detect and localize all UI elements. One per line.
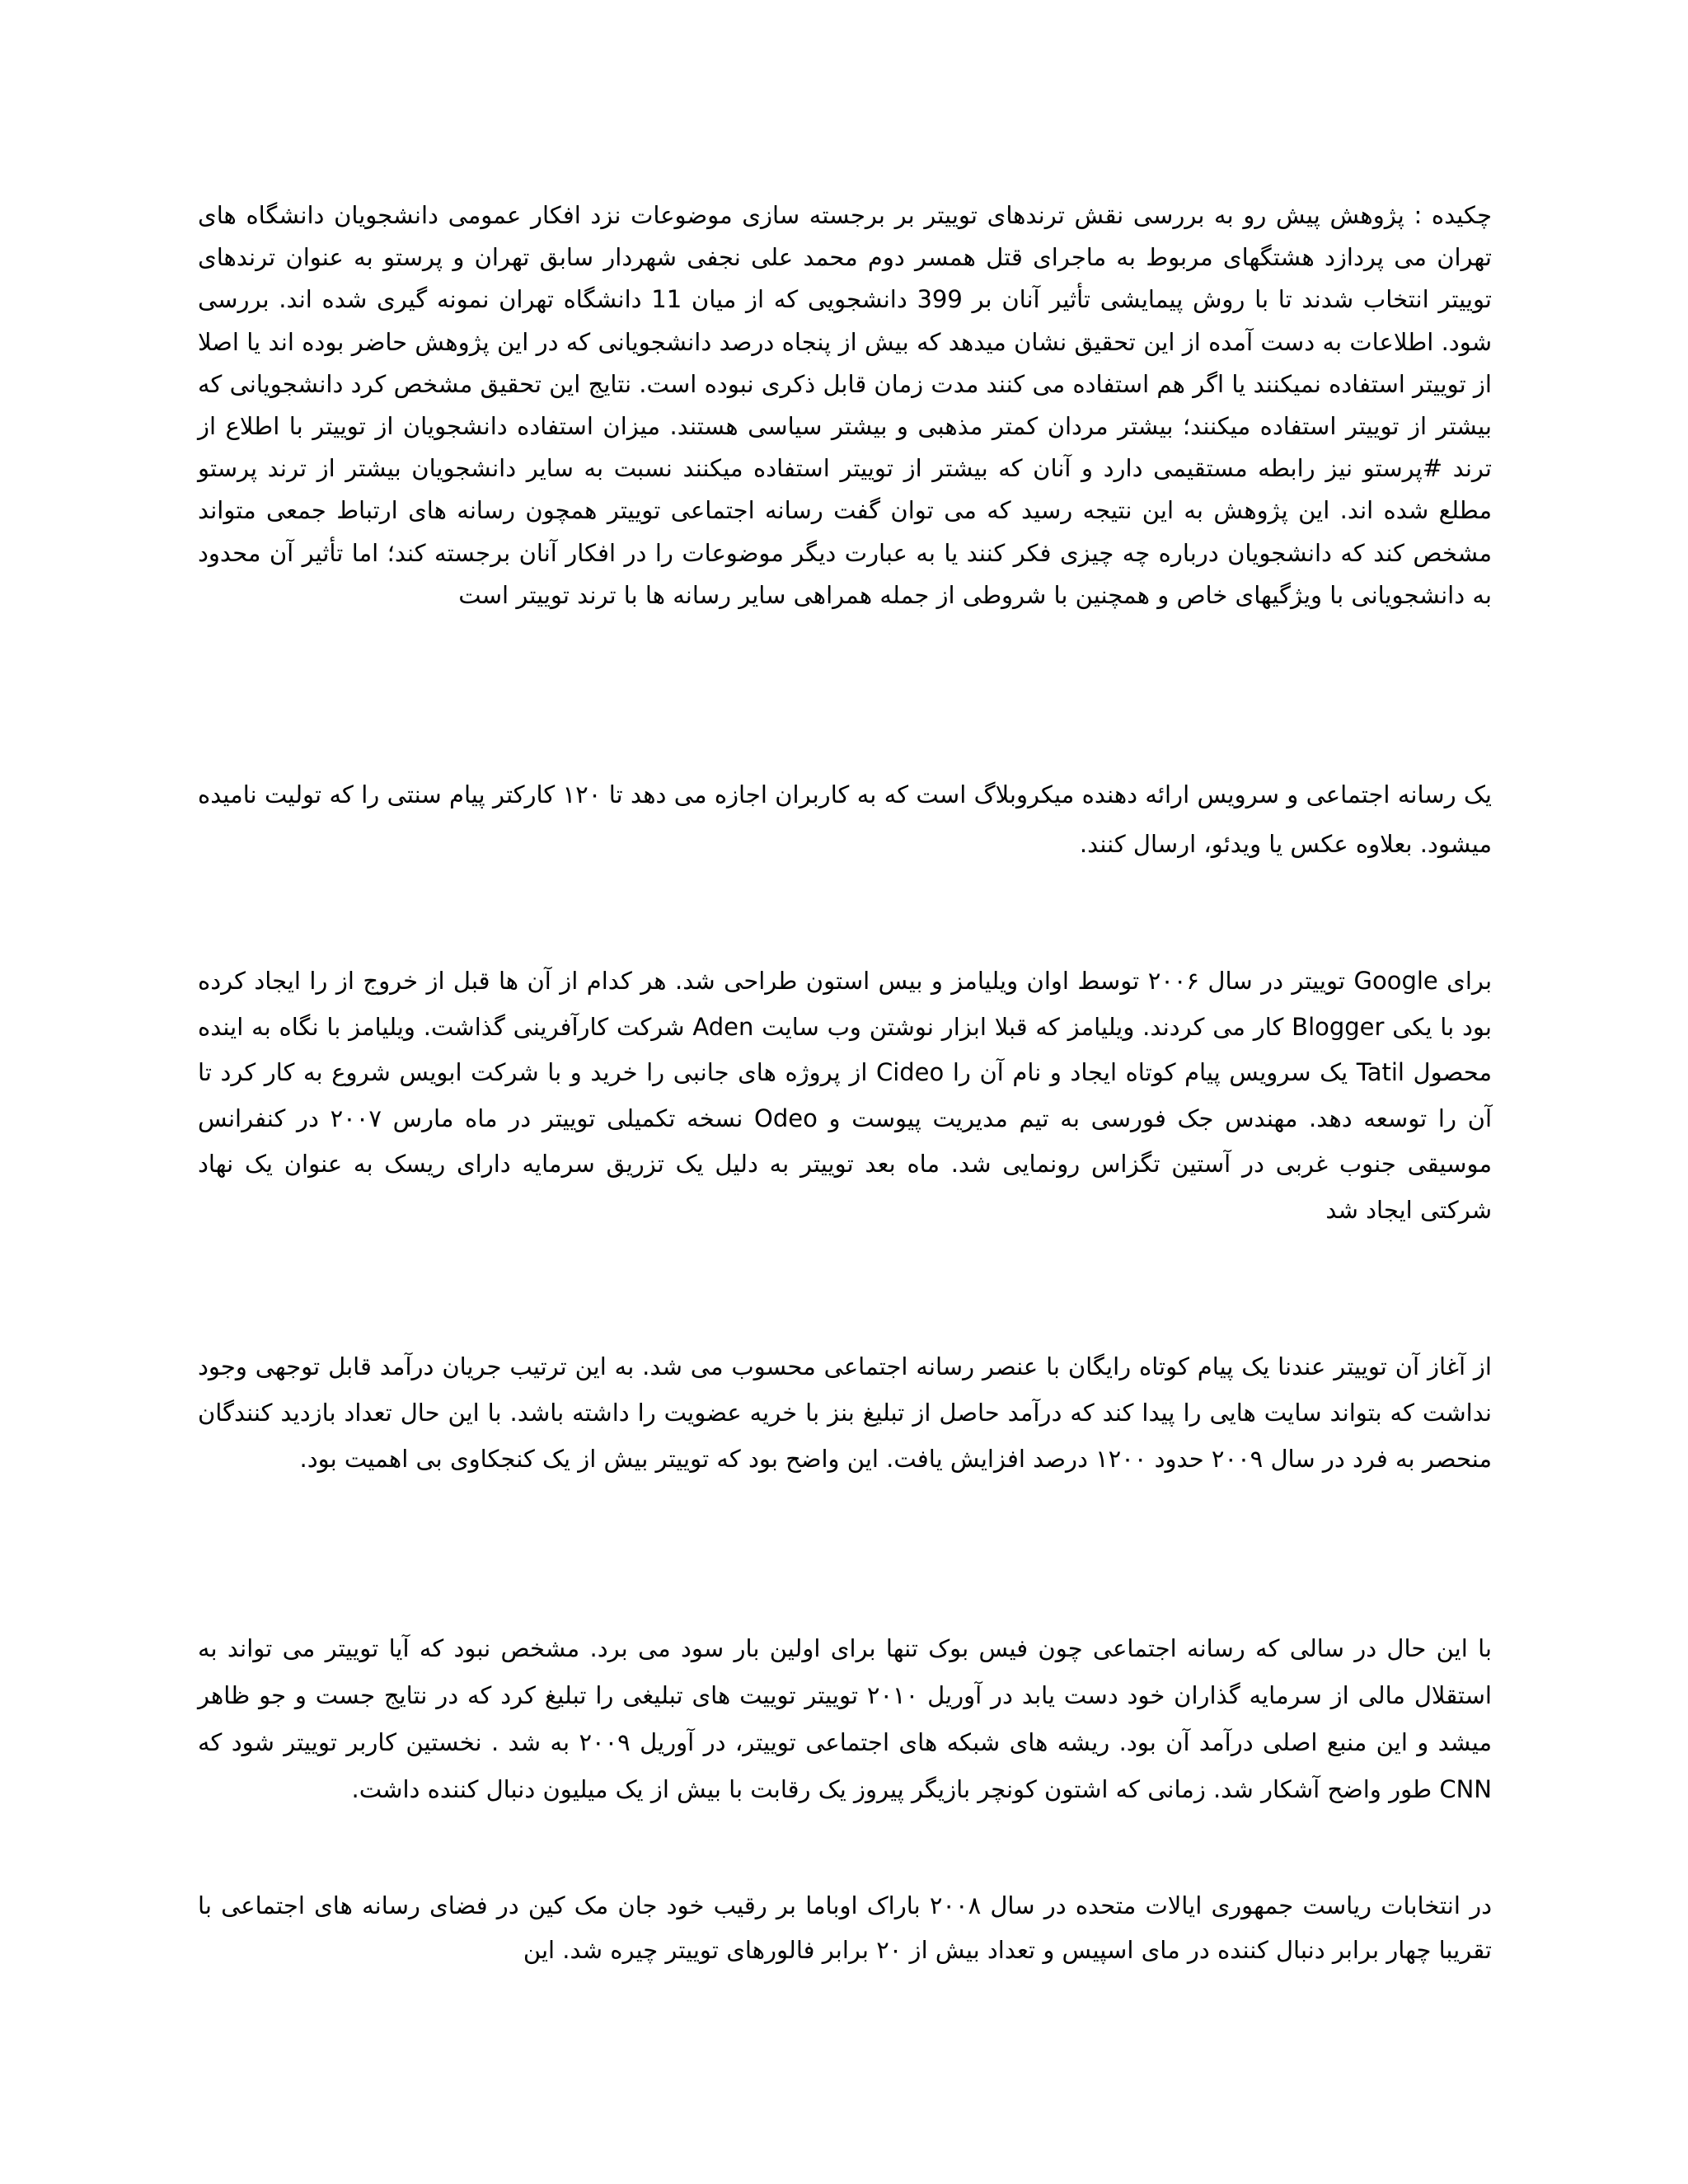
twitter-definition-paragraph: یک رسانه اجتماعی و سرویس ارائه دهنده میکروبلاگ است که به کاربران اجازه می دهد تا ۱۲۰ کارکتر پیام سنتی را که تولیت نامیده میشود. بعلاوه عکس یا ویدئو، ارسال کنند. [198,780,1492,858]
revenue-paragraph: از آغاز آن توییتر عندنا یک پیام کوتاه رایگان با عنصر رسانه اجتماعی محسوب می شد. به این ترتیب جریان درآمد قابل توجهی وجود نداشت که بتواند سایت هایی را پیدا کند که درآمد حاصل از تبلیغ بنز با خریه عضویت را داشته باشد. با این حال تعداد بازدید کنندگان منحصر به فرد در سال ۲۰۰۹ حدود ۱۲۰۰ درصد افزایش یافت. این واضح بود که توییتر بیش از یک کنجکاوی بی اهمیت بود. [198,1352,1492,1473]
election-paragraph: در انتخابات ریاست جمهوری ایالات متحده در سال ۲۰۰۸ باراک اوباما بر رقیب خود جان مک کین در فضای رسانه های اجتماعی با تقریبا چهار برابر دنبال کننده در مای اسپیس و تعداد بیش از ۲۰ برابر فالورهای توییتر چیره شد. این [198,1891,1492,1964]
advertising-paragraph: با این حال در سالی که رسانه اجتماعی چون فیس بوک تنها برای اولین بار سود می برد. مشخص نبود که آیا توییتر می تواند به استقلال مالی از سرمایه گذاران خود دست یابد در آوریل ۲۰۱۰ توییتر توییت های تبلیغی را تبلیغ کرد که در نتایج جست و جو ظاهر میشد و این منبع اصلی درآمد آن بود. ریشه های شبکه های اجتماعی توییتر، در آوریل ۲۰۰۹ به شد . نخستین کاربر توییتر شود که CNN طور واضح آشکار شد. زمانی که اشتون کونچر بازیگر پیروز یک رقابت با بیش از یک میلیون دنبال کننده داشت. [198,1634,1492,1803]
abstract-paragraph: چکیده : پژوهش پیش رو به بررسی نقش ترندهای توییتر بر برجسته سازی موضوعات نزد افکار عمومی دانشجویان دانشگاه های تهران می پردازد هشتگهای مربوط به ماجرای قتل همسر دوم محمد علی نجفی شهردار سابق تهران و پرستو به عنوان ترندهای توییتر انتخاب شدند تا با روش پیمایشی تأثیر آنان بر 399 دانشجویی که از میان 11 دانشگاه تهران نمونه گیری شده اند. بررسی شود. اطلاعات به دست آمده از این تحقیق نشان میدهد که بیش از پنجاه درصد دانشجویانی که در این پژوهش حاضر بوده اند یا اصلا از توییتر استفاده نمیکنند یا اگر هم استفاده می کنند مدت زمان قابل ذکری نبوده است. نتایج این تحقیق مشخص کرد دانشجویانی که بیشتر از توییتر استفاده میکنند؛ بیشتر مردان کمتر مذهبی و بیشتر سیاسی هستند. میزان استفاده دانشجویان از توییتر با اطلاع از ترند #پرستو نیز رابطه مستقیمی دارد و آنان که بیشتر از توییتر استفاده میکنند نسبت به سایر دانشجویان بیشتر از ترند پرستو مطلع شده اند. این پژوهش به این نتیجه رسید که می توان گفت رسانه اجتماعی توییتر همچون رسانه های ارتباط جمعی متواند مشخص کند که دانشجویان درباره چه چیزی فکر کنند یا به عبارت دیگر موضوعات را در افکار آنان برجسته کند؛ اما تأثیر آن محدود به دانشجویانی با ویژگیهای خاص و همچنین با شروطی از جمله همراهی سایر رسانه ها با ترند توییتر است [198,201,1493,609]
twitter-history-paragraph: برای Google توییتر در سال ۲۰۰۶ توسط اوان ویلیامز و بیس استون طراحی شد. هر کدام از آن ها قبل از خروج از را ایجاد کرده بود با یکی Blogger کار می کردند. ویلیامز که قبلا ابزار نوشتن وب سایت Aden شرکت کارآفرینی گذاشت. ویلیامز با نگاه به اینده محصول Tatil یک سرویس پیام کوتاه ایجاد و نام آن را Cideo از پروژه های جانبی را خرید و با شرکت ابویس شروع به کار کرد تا آن را توسعه دهد. مهندس جک فورسی به تیم مدیریت پیوست و Odeo نسخه تکمیلی توییتر در ماه مارس ۲۰۰۷ در کنفرانس موسیقی جنوب غربی در آستین تگزاس رونمایی شد. ماه بعد توییتر به دلیل یک تزریق سرمایه دارای ریسک به عنوان یک نهاد شرکتی ایجاد شد [198,967,1493,1224]
